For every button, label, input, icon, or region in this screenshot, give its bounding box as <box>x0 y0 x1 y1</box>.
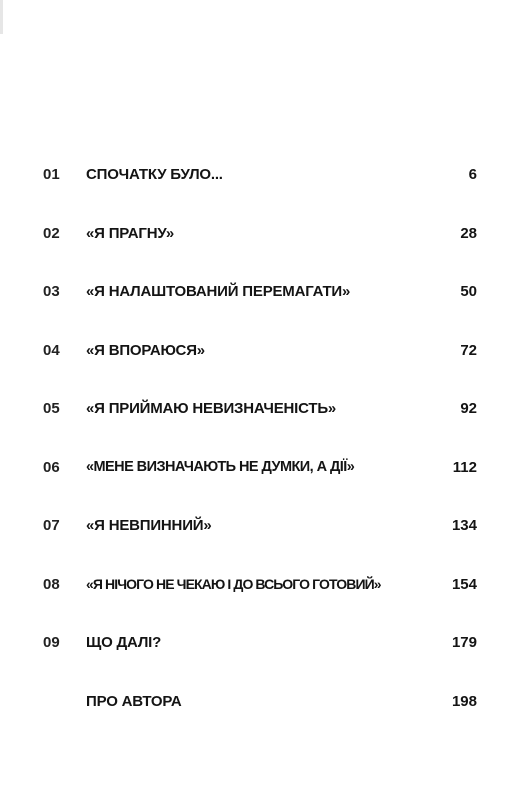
toc-entry-07 <box>0 511 515 570</box>
toc-entry-title: «Я ВПОРАЮСЯ» <box>86 341 205 359</box>
toc-entry-page: 28 <box>460 224 477 242</box>
toc-entry-05 <box>0 394 515 453</box>
toc-entry-page: 92 <box>460 400 477 417</box>
toc-entry-number: 05 <box>43 400 60 417</box>
toc-entry-02 <box>0 219 515 278</box>
toc-entry-title: «Я ПРАГНУ» <box>86 224 175 242</box>
toc-entry-number: 04 <box>43 341 60 359</box>
toc-entry-01 <box>0 160 515 219</box>
toc-entry-title: СПОЧАТКУ БУЛО... <box>86 166 223 183</box>
toc-entry-03 <box>0 277 515 336</box>
toc-entry-06 <box>0 453 515 512</box>
toc-entry-title: «Я НАЛАШТОВАНИЙ ПЕРЕМАГАТИ» <box>86 283 351 300</box>
toc-entry-title: «Я НЕВПИННИЙ» <box>86 517 212 534</box>
toc-entry-page: 198 <box>451 692 477 710</box>
toc-entry-number: 01 <box>43 166 60 183</box>
toc-entry-page: 179 <box>451 634 477 651</box>
toc-entry-title: ЩО ДАЛІ? <box>86 634 162 651</box>
toc-entry-number: 06 <box>43 458 60 476</box>
page-edge-mark <box>0 0 3 34</box>
toc-entry-title: «Я НІЧОГО НЕ ЧЕКАЮ І ДО ВСЬОГО ГОТОВИЙ» <box>86 575 381 592</box>
toc-entry-09 <box>0 628 515 687</box>
toc-entry-page: 134 <box>451 517 477 534</box>
toc-entry-number: 09 <box>43 634 60 651</box>
toc-entry-page: 50 <box>460 283 477 300</box>
toc-entry-08 <box>0 570 515 629</box>
toc-entry-page: 72 <box>460 341 477 359</box>
toc-entry-number: 03 <box>43 283 60 300</box>
toc-list <box>0 160 515 745</box>
toc-entry-04 <box>0 336 515 395</box>
toc-entry-about-author <box>0 687 515 746</box>
toc-entry-title: «Я ПРИЙМАЮ НЕВИЗНАЧЕНІСТЬ» <box>86 400 337 417</box>
toc-entry-page: 154 <box>451 575 477 593</box>
toc-entry-number: 07 <box>43 517 60 534</box>
toc-entry-page: 112 <box>452 458 477 476</box>
toc-entry-number: 08 <box>43 575 60 593</box>
toc-entry-page: 6 <box>468 166 477 183</box>
toc-entry-number: 02 <box>43 224 60 242</box>
toc-entry-title: «МЕНЕ ВИЗНАЧАЮТЬ НЕ ДУМКИ, А ДІЇ» <box>86 458 355 475</box>
toc-entry-title: ПРО АВТОРА <box>86 692 182 710</box>
